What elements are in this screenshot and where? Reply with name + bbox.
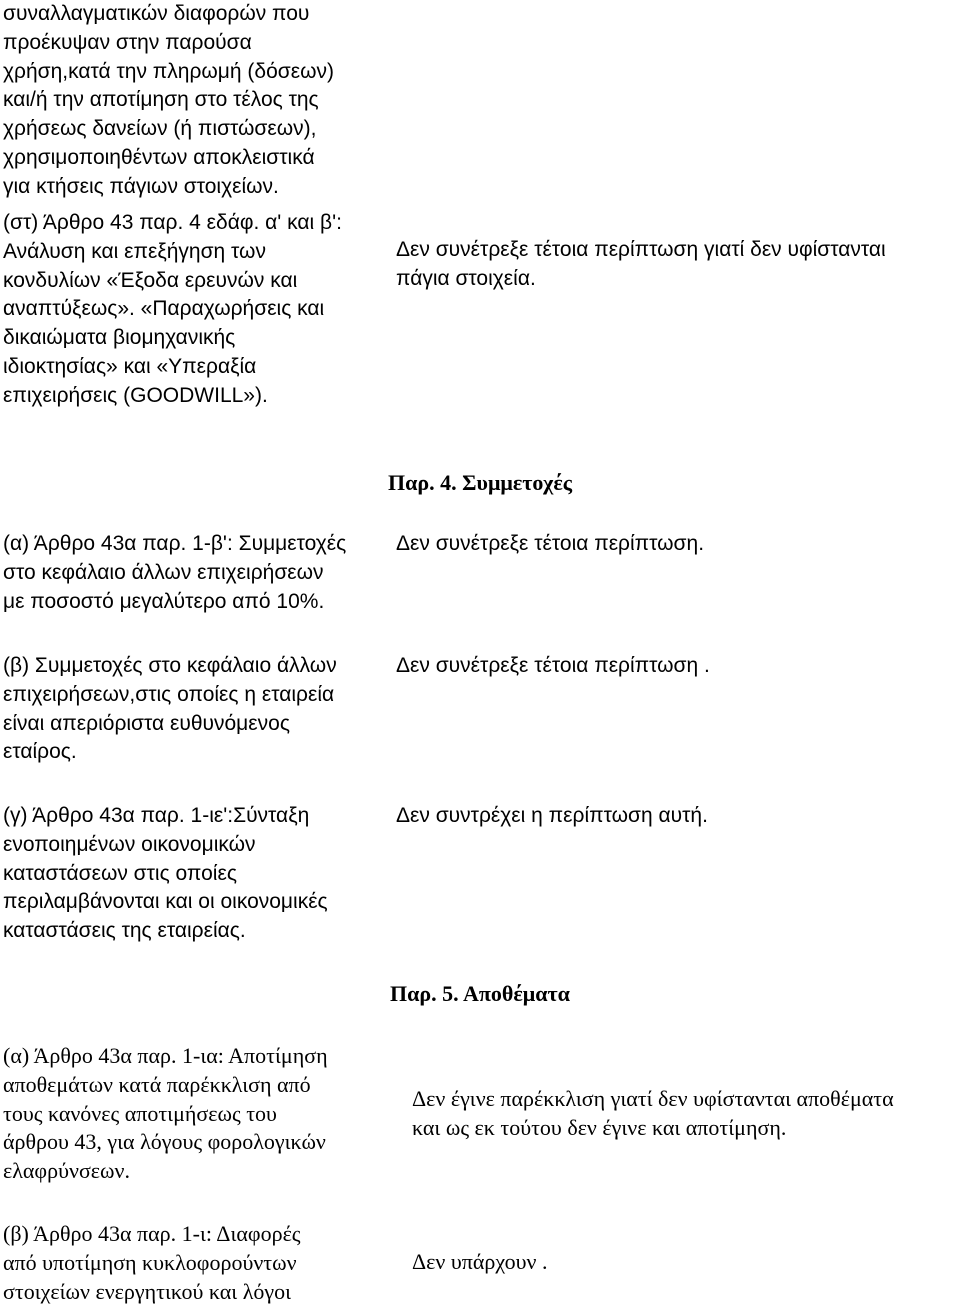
section5-item-a-description: (α) Άρθρο 43α παρ. 1-ια: Αποτίμηση αποθεμάτων κατά παρέκκλιση από τους κανόνες αποτιμήσεως του άρθρου 43, για λόγους φορολογικών ελαφρύνσεων.	[3, 1043, 328, 1184]
section4-item-b-answer: Δεν συνέτρεξε τέτοια περίπτωση .	[396, 654, 710, 677]
item-st-answer: Δεν συνέτρεξε τέτοια περίπτωση γιατί δεν υφίστανται πάγια στοιχεία.	[396, 238, 886, 290]
section-heading-participations: Παρ. 4. Συμμετοχές	[387, 470, 573, 495]
section4-item-c-description: (γ) Άρθρο 43α παρ. 1-ιε':Σύνταξη ενοποιημένων οικονομικών καταστάσεων στις οποίες περιλαμβάνονται και οι οικονομικές καταστάσεις της εταιρείας.	[3, 804, 328, 943]
section-heading-inventories: Παρ. 5. Αποθέματα	[390, 981, 570, 1006]
section4-item-c-answer: Δεν συντρέχει η περίπτωση αυτή.	[396, 804, 708, 827]
section4-item-a-answer: Δεν συνέτρεξε τέτοια περίπτωση.	[396, 532, 705, 555]
item-st-description: (στ) Άρθρο 43 παρ. 4 εδάφ. α' και β': Ανάλυση και επεξήγηση των κονδυλίων «Έξοδα ερευνών και αναπτύξεως». «Παραχωρήσεις και δικαιώματα βιομηχανικής ιδιοκτησίας» και «Υπεραξία επιχειρήσεις (GOODWILL»).	[3, 211, 342, 407]
section5-item-b-answer: Δεν υπάρχουν .	[412, 1249, 548, 1274]
section5-item-b-description: (β) Άρθρο 43α παρ. 1-ι: Διαφορές από υποτίμηση κυκλοφορούντων στοιχείων ενεργητικού και λόγοι	[3, 1221, 301, 1304]
continuation-paragraph: συναλλαγματικών διαφορών που προέκυψαν στην παρούσα χρήση,κατά την πληρωμή (δόσεων) και/ή την αποτίμηση στο τέλος της χρήσεως δανείων (ή πιστώσεων), χρησιμοποιηθέντων αποκλειστικά για κτήσεις πάγιων στοιχείων.	[3, 2, 334, 198]
section5-item-a-answer: Δεν έγινε παρέκκλιση γιατί δεν υφίστανται αποθέματα και ως εκ τούτου δεν έγινε και αποτίμηση.	[412, 1086, 894, 1140]
section4-item-b-description: (β) Συμμετοχές στο κεφάλαιο άλλων επιχειρήσεων,στις οποίες η εταιρεία είναι απεριόριστα ευθυνόμενος εταίρος.	[3, 654, 337, 764]
section4-item-a-description: (α) Άρθρο 43α παρ. 1-β': Συμμετοχές στο κεφάλαιο άλλων επιχειρήσεων με ποσοστό μεγαλύτερο από 10%.	[3, 532, 347, 613]
